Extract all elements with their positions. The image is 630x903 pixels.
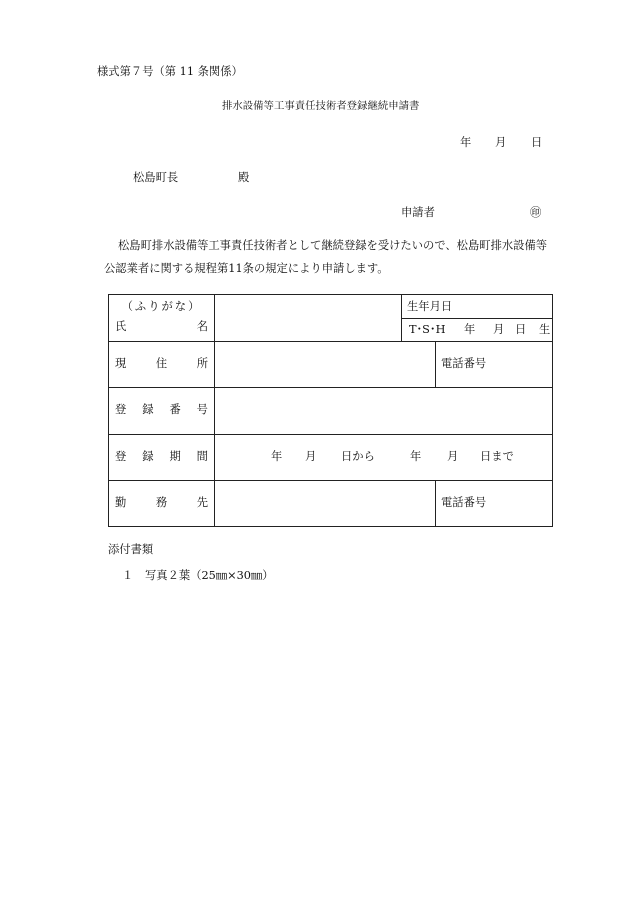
label-char: 先: [196, 496, 208, 509]
attachments-label: 添付書類: [108, 543, 154, 556]
table-rule: [109, 387, 552, 388]
table-rule: [435, 341, 436, 387]
form-number: 様式第７号（第 11 条関係）: [97, 65, 243, 78]
table-rule: [435, 480, 436, 526]
period-from-day: 日から: [341, 450, 375, 463]
label-char: 所: [196, 357, 208, 370]
label-char: 登: [115, 403, 127, 416]
name-label: [115, 321, 208, 332]
address-label: [115, 358, 208, 369]
label-char: 氏: [115, 320, 127, 333]
date-month-label: 月: [495, 136, 507, 149]
label-char: 住: [155, 357, 168, 370]
dob-month-label: 月: [493, 323, 505, 336]
attachment-text: 写真２葉（25㎜×30㎜）: [145, 569, 274, 582]
label-char: 番: [169, 403, 181, 416]
dob-day-label: 日: [515, 323, 527, 336]
workplace-phone-label: 電話番号: [441, 496, 487, 509]
registration-period-label: [115, 451, 208, 462]
period-from-month: 月: [305, 450, 317, 463]
label-char: 務: [155, 496, 168, 509]
body-line: 公認業者に関する規程第11条の規定により申請します。: [104, 262, 389, 275]
registration-table: [108, 294, 553, 527]
period-to-year: 年: [410, 450, 422, 463]
table-rule: [109, 480, 552, 481]
label-char: 録: [142, 403, 154, 416]
period-from-year: 年: [271, 450, 283, 463]
dob-era-options: T･S･H: [409, 323, 446, 336]
label-char: 現: [115, 357, 127, 370]
body-line: 松島町排水設備等工事責任技術者として継続登録を受けたいので、松島町排水設備等: [118, 239, 548, 252]
seal-mark: ㊞: [530, 206, 542, 219]
label-char: 期: [169, 450, 181, 463]
label-char: 号: [196, 403, 208, 416]
workplace-label: [115, 497, 208, 508]
table-rule: [109, 434, 552, 435]
address-phone-label: 電話番号: [441, 357, 487, 370]
addressee-honorific: 殿: [238, 171, 250, 184]
attachment-number: １: [122, 569, 134, 582]
applicant-label: 申請者: [401, 206, 435, 219]
table-rule: [214, 295, 215, 526]
addressee-name: 松島町長: [133, 171, 179, 184]
label-char: 勤: [115, 496, 127, 509]
date-year-label: 年: [460, 136, 472, 149]
label-char: 登: [115, 450, 127, 463]
table-rule: [109, 341, 552, 342]
registration-number-label: [115, 404, 208, 415]
label-char: 間: [196, 450, 208, 463]
period-to-day: 日まで: [480, 450, 514, 463]
furigana-label: （ふりがな）: [121, 300, 202, 313]
dob-suffix: 生: [539, 323, 551, 336]
table-rule: [401, 318, 552, 319]
label-char: 録: [142, 450, 154, 463]
label-char: 名: [196, 320, 208, 333]
dob-label: 生年月日: [407, 300, 453, 313]
dob-year-label: 年: [464, 323, 476, 336]
form-title: 排水設備等工事責任技術者登録継続申請書: [222, 100, 420, 112]
date-day-label: 日: [531, 136, 543, 149]
period-to-month: 月: [447, 450, 459, 463]
